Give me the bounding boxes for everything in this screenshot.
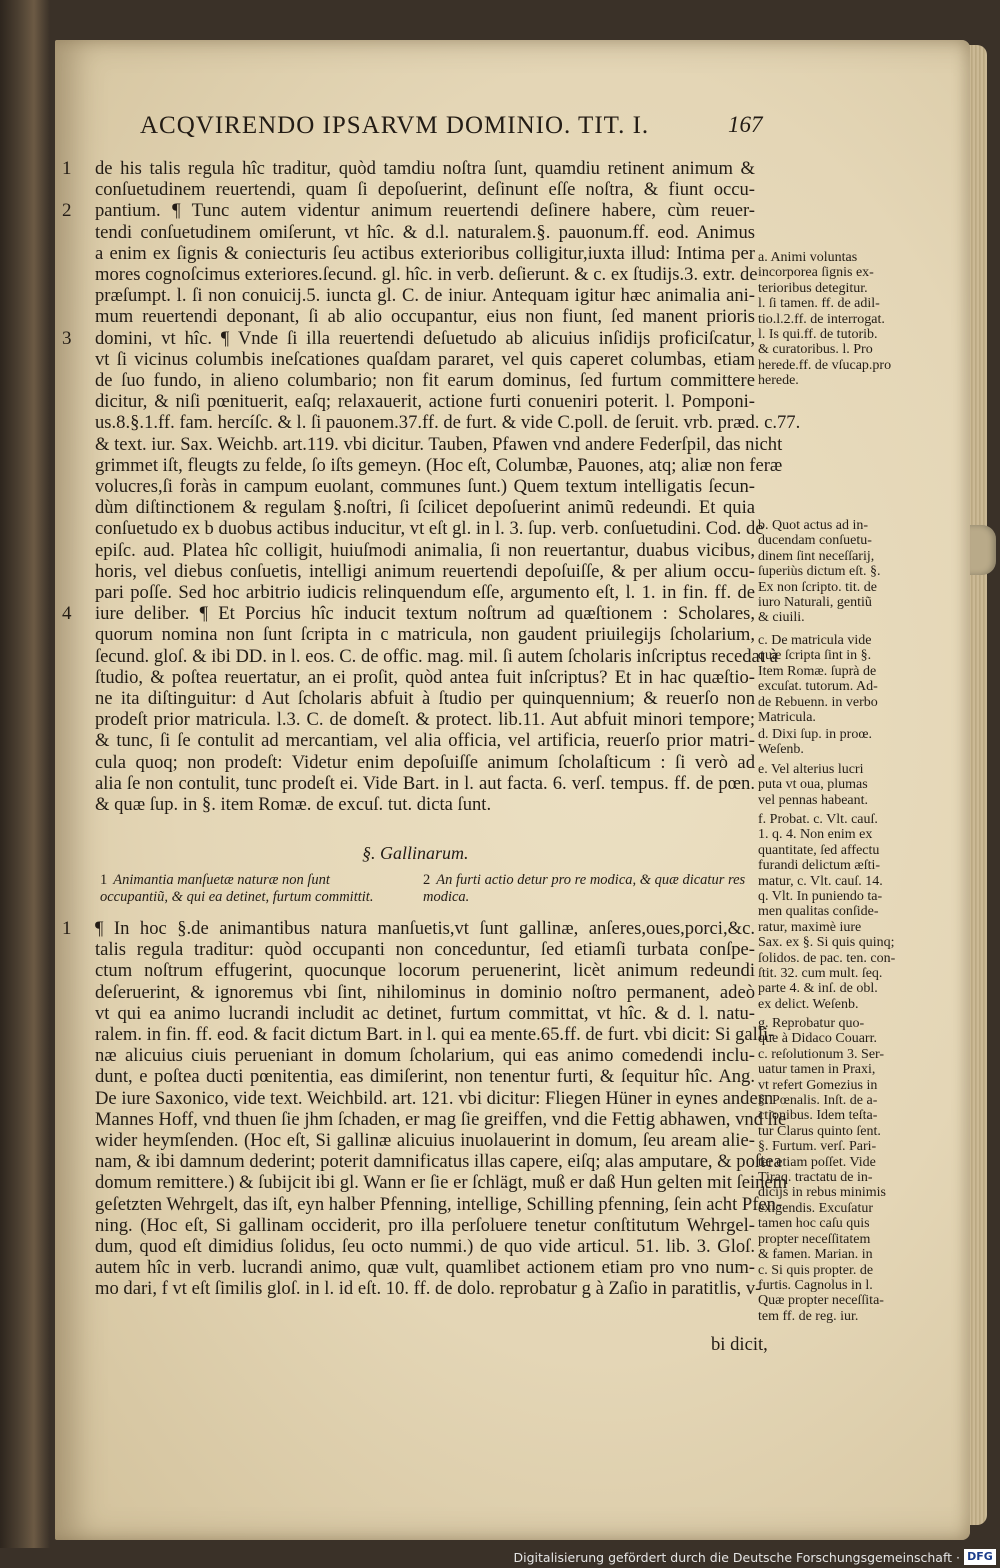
- text-line: [95, 497, 755, 518]
- marginal-note-line: e. Vel alterius lucri: [758, 762, 864, 777]
- marginal-note-f: [758, 812, 918, 1012]
- marginal-note-line: furtis. Cagnolus in l.: [758, 1277, 873, 1293]
- text-line: [95, 624, 755, 645]
- line-text: prodeſt prior matricula. l.3. C. de domeſt. & protect. lib.11. Aut abfuit minori tempore;: [95, 709, 755, 731]
- marginal-note-line: vel pennas habeant.: [758, 792, 869, 808]
- text-line: [95, 412, 801, 434]
- line-text: geſetzten Wehrgelt, das iſt, eyn halber Pfenning, intellige, Schilling pfenning, ſein acht Pfen-: [95, 1193, 783, 1215]
- text-line: [62, 603, 755, 625]
- text-line: [95, 1024, 775, 1046]
- text-line: [95, 667, 755, 688]
- marginal-note-line: ſuperiùs dictum eſt. §.: [758, 564, 881, 580]
- marginal-note-line: Sax. ex §. Si quis quinq;: [758, 935, 895, 951]
- line-text: pari poſſe. Sed hoc arbitrio iudicis relinquendum eſſe, argumento eſt, l. 1. in fin. ff. de: [95, 582, 755, 604]
- marginal-note-line: de Rebuenn. in verbo: [758, 694, 878, 710]
- line-text: domini, vt hîc. ¶ Vnde ſi illa reuertendi deſuetudo ab alicuius inſidijs proficiſcatur,: [95, 327, 755, 349]
- line-text: ¶ In hoc §.de animantibus natura manſuetis,vt ſunt gallinæ, anſeres,oues,porci,&c.: [95, 918, 755, 939]
- text-line: [95, 645, 778, 667]
- marginal-note-line: quæ ſcripta ſint in §.: [758, 648, 872, 664]
- text-line: [95, 476, 755, 497]
- text-line: [95, 518, 764, 540]
- marginal-note-line: 1. q. 4. Non enim ex: [758, 827, 873, 843]
- line-text: wider heymſenden. (Hoc eſt, Si gallinæ alicuius inuolauerint in domum, ſeu aream alie-: [95, 1130, 755, 1152]
- line-text: talis regula traditur: quòd occupanti non conceduntur, ſed etiamſi turbata conſpe-: [95, 939, 755, 961]
- marginal-note-line: tamen hoc caſu quis: [758, 1216, 870, 1232]
- text-line: [95, 1215, 755, 1236]
- line-text: ning. (Hoc eſt, Si gallinam occiderit, pro illa perſoluere tenetur conſtitutum Wehrgel-: [95, 1214, 755, 1236]
- catchword: bi dicit,: [711, 1334, 768, 1355]
- summary-text: Animantia manſuetæ naturæ non ſunt occupantiũ, & qui ea detinet, furtum committit.: [100, 872, 374, 905]
- marginal-note-line: herede.ff. de vſucap.pro: [758, 357, 892, 373]
- marginal-note-line: & curatoribus. l. Pro: [758, 342, 873, 358]
- marginal-note-line: §. Pœnalis. Inſt. de a-: [758, 1093, 878, 1109]
- marginal-note-a: [758, 250, 918, 389]
- marginal-note-line: ſtit. 32. cum mult. ſeq.: [758, 966, 883, 982]
- text-line: [95, 960, 755, 981]
- marginal-note-line: f. Probat. c. Vlt. cauſ.: [758, 812, 878, 827]
- marginal-note-d: [758, 727, 918, 758]
- line-text: conſuetudo ex b duobus actibus inducitur, vt eſt gl. in l. 3. ſup. verb. conſuetudini. Cod. de: [95, 518, 764, 540]
- running-head: [140, 112, 780, 140]
- marginal-note-line: que à Didaco Couarr.: [758, 1031, 877, 1047]
- text-line: [95, 1257, 755, 1278]
- marginal-note-line: c. Si quis propter. de: [758, 1262, 874, 1278]
- text-line: [95, 454, 783, 476]
- line-text: de ſuo fundo, in alieno columbario; non fit earum dominus, ſed furtum committere: [95, 370, 755, 392]
- marginal-note-line: g. Reprobatur quo-: [758, 1016, 865, 1031]
- marginal-note-line: exigendis. Excuſatur: [758, 1200, 874, 1216]
- running-head-title: ACQVIRENDO IPSARVM DOMINIO. TIT. I.: [140, 112, 650, 139]
- line-text: mum reuertendi deponant, ſi ab alio occupantur, eius non fiunt, ſed manent prioris: [95, 306, 755, 328]
- text-line: [95, 1130, 755, 1151]
- line-text: dùm diſtinctionem & regulam §.noſtri, ſi ſcilicet depoſuerint animũ redeundi. Et quia: [95, 497, 755, 519]
- marginal-note-line: tio.l.2.ff. de interrogat.: [758, 311, 885, 327]
- marginal-note-line: d. Dixi ſup. in proœ.: [758, 727, 872, 742]
- summary-text: An furti actio detur pro re modica, & quæ dicatur res modica.: [423, 872, 746, 905]
- line-text: vt qui ea animo lucrandi includit ac detinet, furtum committat, vt hîc. & d. l. natu-: [95, 1002, 755, 1024]
- marginal-note-line: ctionibus. Idem teſta-: [758, 1108, 878, 1124]
- marginal-note-line: iuro Naturali, gentiũ: [758, 595, 872, 611]
- summary-item-1: [100, 872, 400, 906]
- section-heading: §. Gallinarum.: [362, 843, 469, 863]
- text-line: [95, 1151, 782, 1173]
- summary-number: 1: [100, 872, 108, 888]
- marginal-note-b: [758, 518, 918, 626]
- text-line: [95, 794, 755, 815]
- line-text: grimmet iſt, fleugts zu felde, ſo iſts gemeyn. (Hoc eſt, Columbæ, Pauones, atq; aliæ non feræ: [95, 454, 783, 476]
- marginal-note-line: tur Clarus quinto ſent.: [758, 1123, 881, 1139]
- text-line: [95, 752, 755, 773]
- line-text: horis, vel diebus conſuetis, intelligi animum reuertendi depoſuiſſe, & per alium occu-: [95, 560, 755, 582]
- line-text: ctum noſtrum effugerint, quocunque locorum peruenerint, licèt animum redeundi: [95, 960, 755, 982]
- text-line: [95, 179, 755, 200]
- main-text-block-2: [62, 918, 788, 1300]
- paragraph-number: 1: [62, 158, 72, 179]
- line-text: alia ſe non contulit, tunc prodeſt ei. Vide Bart. in l. aut facta. 6. verſ. tempus. ff. de pœn.: [95, 772, 755, 794]
- marginal-note-line: puta vt oua, plumas: [758, 777, 868, 793]
- marginal-note-line: & famen. Marian. in: [758, 1247, 873, 1263]
- text-line: [95, 1045, 755, 1066]
- text-line: [95, 1066, 755, 1087]
- marginal-note-line: Item Romæ. ſuprà de: [758, 663, 877, 679]
- line-text: & tunc, ſi ſe contulit ad mercantiam, vel alia officia, vel artificia, reuerſo prior matri-: [95, 730, 755, 752]
- text-line: [95, 1172, 788, 1194]
- summary-number: 2: [423, 872, 431, 888]
- text-line: [95, 561, 755, 582]
- marginal-note-line: ducendam conſuetu-: [758, 533, 872, 549]
- marginal-note-line: matur, c. Vlt. cauſ. 14.: [758, 873, 883, 889]
- line-text: mo dari, f vt eſt ſimilis gloſ. in l. id eſt. 10. ff. de dolo. reprobatur g à Zaſio in paratitlis, v-: [95, 1278, 762, 1300]
- line-text: domum remittere.) & ſubijcit ibi gl. Wann er ſie er ſchlägt, muß er daß Hun gelten mit ſeinem: [95, 1172, 788, 1194]
- text-line: [95, 1236, 755, 1257]
- text-line: [95, 939, 755, 960]
- marginal-note-line: Quæ propter neceſſita-: [758, 1293, 884, 1309]
- line-text: dum, quod eſt dimidius ſolidus, ſeu octo nummi.) de quo vide articul. 51. lib. 3. Gloſ.: [95, 1236, 755, 1258]
- marginal-note-line: tem ff. de reg. iur.: [758, 1308, 859, 1324]
- line-text: dunt, e poſtea ducti pœnitentia, eas dimiſerint, non tenentur furti, & ſequitur hîc. Ang.: [95, 1066, 755, 1088]
- text-line: [95, 773, 755, 794]
- marginal-note-line: Ex non ſcripto. tit. de: [758, 579, 877, 595]
- marginal-note-line: propter neceſſitatem: [758, 1231, 871, 1247]
- line-text: epiſc. aud. Platea hîc colligit, huiuſmodi animalia, ſi non reuertantur, duabus vicibus,: [95, 539, 755, 561]
- text-line: [95, 433, 783, 455]
- paragraph-number: 4: [62, 603, 72, 625]
- line-text: næ alicuius ciuis perueniant in domum ſcholarium, qui eas animo comedendi inclu-: [95, 1045, 755, 1067]
- line-text: tendi conſuetudinem omiſerunt, vt hîc. & d.l. naturalem.§. pauonum.ff. eod. Animus: [95, 221, 755, 243]
- line-text: præſumpt. l. ſi non conuicij.5. iuncta gl. C. de iniur. Antequam igitur hæc animalia ani-: [95, 285, 755, 307]
- text-line: [62, 918, 755, 939]
- marginal-note-line: Weſenb.: [758, 742, 804, 758]
- paragraph-number: 2: [62, 200, 72, 222]
- marginal-note-line: parte 4. & inſ. de obl.: [758, 981, 878, 997]
- marginal-note-e: [758, 762, 918, 808]
- text-line: [95, 370, 755, 391]
- line-text: autem hîc in verb. lucrandi animo, quæ vult, quamlibet actionem etiam pro vno num-: [95, 1257, 755, 1279]
- marginal-note-line: & ciuili.: [758, 610, 805, 626]
- text-line: [62, 327, 755, 349]
- line-text: volucres,ſi foràs in campum euolant, communes ſunt.) Quem textum intelligatis ſecun-: [95, 476, 755, 498]
- text-line: [95, 1087, 774, 1109]
- marginal-note-line: l. Is qui.ff. de tutorib.: [758, 327, 878, 343]
- text-line: [95, 982, 755, 1003]
- line-text: pantium. ¶ Tunc autem videntur animum reuertendi deſinere habere, cùm reuer-: [95, 200, 755, 222]
- line-text: quorum nomina non ſunt ſcripta in c matricula, non gaudent priuilegijs ſcholarium,: [95, 624, 755, 646]
- page-number: 167: [728, 112, 763, 137]
- marginal-note-line: l. ſi tamen. ff. de adil-: [758, 296, 880, 312]
- marginal-note-line: excuſat. tutorum. Ad-: [758, 679, 878, 695]
- line-text: ſecund. gloſ. & ibi DD. in l. eos. C. de offic. mag. mil. ſi autem ſcholaris inſcriptus recedat à: [95, 645, 778, 667]
- text-line: [95, 264, 758, 286]
- text-line: [95, 582, 755, 603]
- marginal-note-line: quantitate, ſed affectu: [758, 842, 880, 858]
- text-line: [95, 688, 755, 709]
- summary-item-2: [423, 872, 753, 906]
- text-line: [95, 1108, 787, 1130]
- marginal-note-g: [758, 1016, 918, 1324]
- marginal-note-line: ſolidos. de pac. ten. con-: [758, 950, 896, 966]
- text-line: [95, 222, 755, 243]
- book-tab-marker: [968, 525, 996, 575]
- line-text: De iure Saxonico, vide text. Weichbild. art. 121. vbi dicitur: Fliegen Hüner in eynes andern: [95, 1087, 774, 1109]
- line-text: ſtudio, & poſtea reuertatur, an ei proſit, quòd antea fuit inſcriptus? Et in hac quæſtio-: [95, 666, 755, 688]
- marginal-note-line: a. Animi voluntas: [758, 250, 858, 265]
- text-line: [95, 540, 755, 561]
- dfg-logo: DFG: [964, 1549, 996, 1565]
- line-text: iure deliber. ¶ Et Porcius hîc inducit textum noſtrum ad quæſtionem : Scholares,: [95, 603, 755, 625]
- line-text: deſeruerint, & ignoremus vbi ſint, nihilominus in dominio noſtro permanent, adeò: [95, 981, 755, 1003]
- marginal-note-line: dinem ſint neceſſarij,: [758, 548, 875, 564]
- marginal-note-line: herede.: [758, 373, 799, 389]
- line-text: & text. iur. Sax. Weichb. art.119. vbi dicitur. Tauben, Pfawen vnd andere Federſpil, das nicht: [95, 433, 783, 455]
- text-line: [95, 391, 755, 412]
- marginal-note-line: Matricula.: [758, 710, 816, 726]
- marginal-note-line: ter etiam poſſet. Vide: [758, 1154, 876, 1170]
- marginal-note-line: c. De matricula vide: [758, 633, 872, 648]
- text-line: [95, 285, 755, 306]
- marginal-note-line: ex delict. Weſenb.: [758, 996, 859, 1012]
- marginal-note-c: [758, 633, 918, 725]
- marginal-note-line: b. Quot actus ad in-: [758, 518, 869, 533]
- line-text: conſuetudinem reuertendi, quam ſi depoſuerint, deſinunt eſſe noſtra, & fiunt occu-: [95, 179, 755, 201]
- line-text: vt ſi vicinus columbis ineſcationes quaſdam pararet, vel quis caperet columbas, etiam: [95, 348, 755, 370]
- marginal-note-line: furandi delictum æſti-: [758, 858, 881, 874]
- paragraph-number: 1: [62, 918, 72, 939]
- text-line: [95, 306, 755, 327]
- marginal-note-line: c. reſolutionum 3. Ser-: [758, 1046, 885, 1062]
- line-text: us.8.§.1.ff. fam. hercíſc. & l. ſi pauonem.37.ff. de furt. & vide C.poll. de ſeruit. vrb. præd. c.77.: [95, 412, 801, 434]
- paragraph-number: 3: [62, 327, 72, 349]
- text-line: [95, 1278, 762, 1300]
- line-text: de his talis regula hîc traditur, quòd tamdiu noſtra ſunt, quamdiu retinent animum &: [95, 158, 755, 179]
- line-text: ralem. in fin. ff. eod. & facit dictum Bart. in l. qui ea mente.65.ff. de furt. vbi dicit: Si galli-: [95, 1024, 775, 1046]
- marginal-note-line: uatur tamen in Praxi,: [758, 1062, 876, 1078]
- text-line: [95, 730, 755, 751]
- marginal-note-line: Tiraq. tractatu de in-: [758, 1170, 873, 1186]
- text-line: [95, 1193, 783, 1215]
- text-line: [95, 243, 755, 264]
- line-text: dicitur, & niſi pœnituerit, eaſq; relaxauerit, actione furti conueniri poterit. l. Pomponi-: [95, 391, 755, 413]
- line-text: a enim ex ſignis & coniecturis ſeu actibus exterioribus colligitur,iuxta illud: Intima per: [95, 242, 755, 264]
- marginal-note-line: terioribus detegitur.: [758, 280, 868, 296]
- text-line: [62, 200, 755, 222]
- marginal-note-line: incorporea ſignis ex-: [758, 265, 874, 281]
- marginal-note-line: q. Vlt. In puniendo ta-: [758, 889, 883, 905]
- line-text: Mannes Hoff, vnd thuen ſie jhm ſchaden, er mag ſie greiffen, vnd die Fettig abhawen, vnd ſie: [95, 1108, 787, 1130]
- line-text: nam, & ibi damnum dederint; poterit damnificatus illas capere, eiſq; alas amputare, & poſtea: [95, 1151, 782, 1173]
- footer-credit: Digitalisierung gefördert durch die Deutsche Forschungsgemeinschaft ·: [513, 1550, 960, 1565]
- line-text: & quæ ſup. in §. item Romæ. de excuſ. tut. dicta ſunt.: [95, 794, 492, 816]
- text-line: [62, 158, 755, 179]
- marginal-note-line: men qualitas conſide-: [758, 904, 879, 920]
- line-text: mores cognoſcimus exteriores.ſecund. gl. hîc. in verb. deſierunt. & c. ex ſtudijs.3. extr. de: [95, 264, 758, 286]
- line-text: cula quoq; non prodeſt: Videtur enim depoſuiſſe animum ſcholaſticum : ſi verò ad: [95, 751, 755, 773]
- marginal-note-line: ratur, maximè iure: [758, 919, 862, 935]
- text-line: [95, 709, 755, 730]
- line-text: ne ita diſtinguitur: d Aut ſcholaris abfuit à ſtudio per quinquennium; & reuerſo non: [95, 688, 755, 710]
- text-line: [95, 1003, 755, 1024]
- text-line: [95, 349, 755, 370]
- marginal-note-line: vt refert Gomezius in: [758, 1077, 878, 1093]
- marginal-note-line: §. Furtum. verſ. Pari-: [758, 1139, 877, 1155]
- marginal-note-line: dicijs in rebus minimis: [758, 1185, 886, 1201]
